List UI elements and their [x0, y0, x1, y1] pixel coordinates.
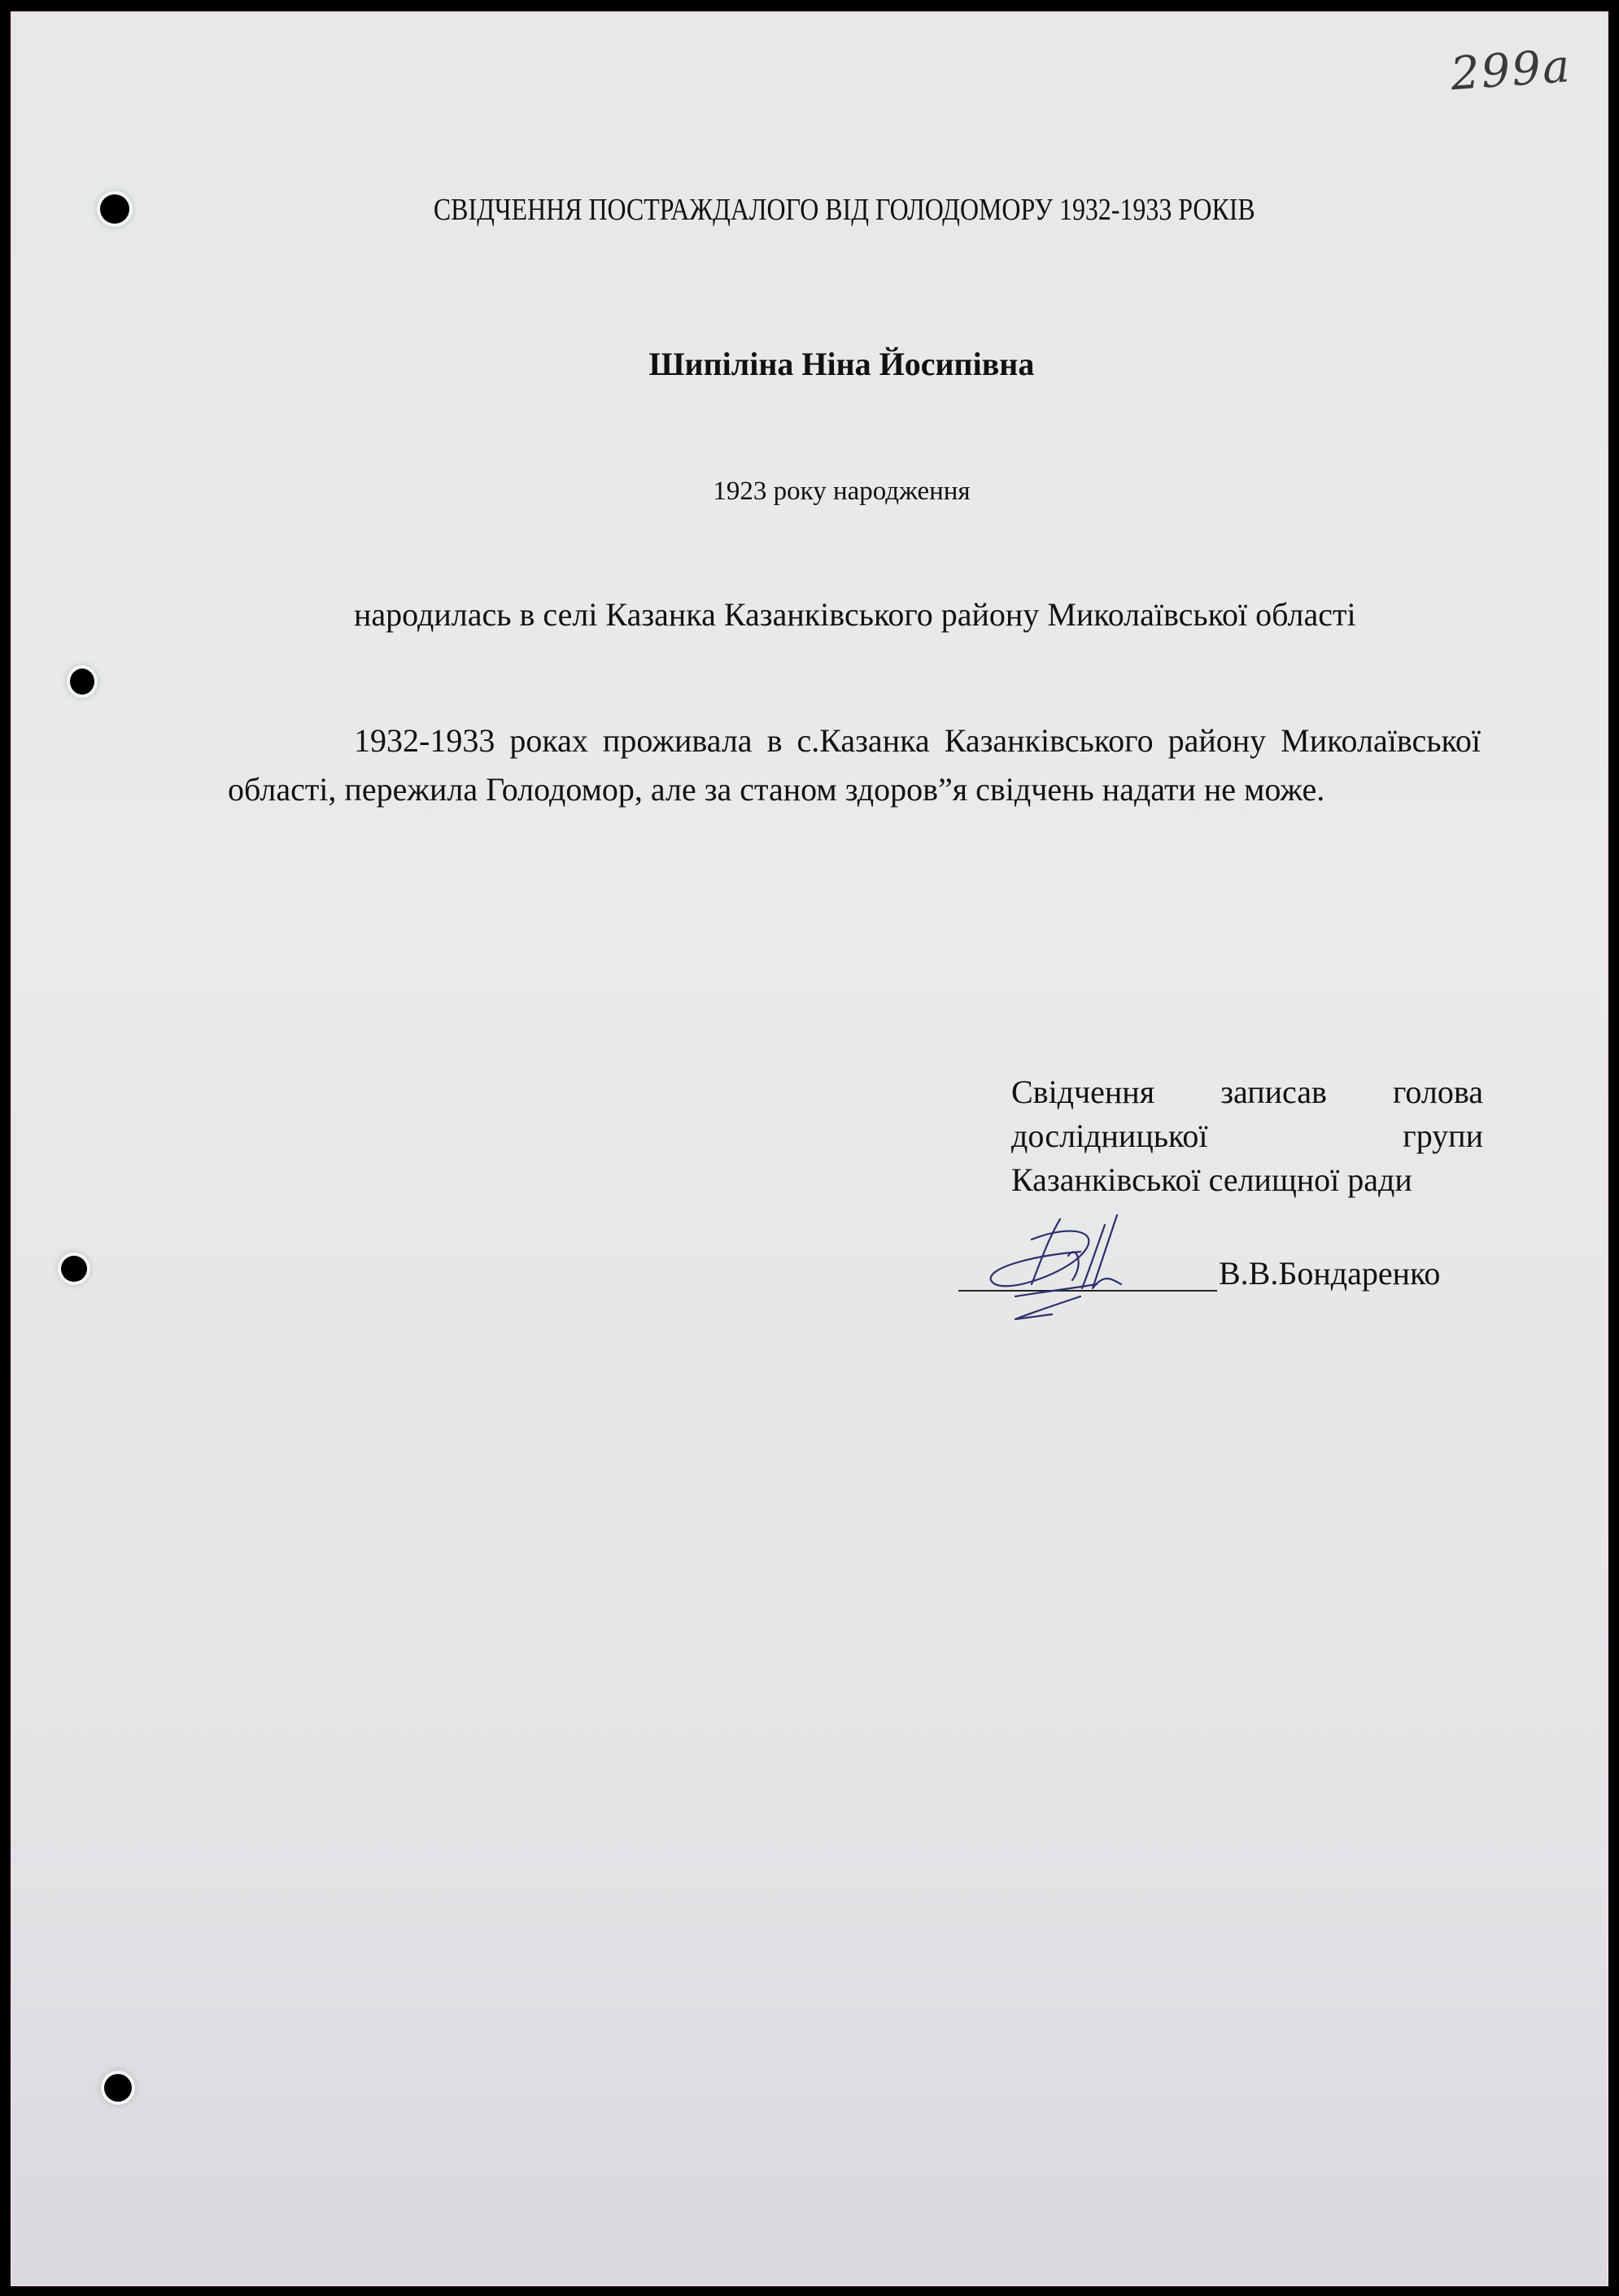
- document-page: [11, 11, 1608, 2286]
- birth-year-line: 1923 року народження: [713, 477, 971, 506]
- punch-hole-icon: [104, 2074, 132, 2102]
- recorder-word: групи: [1403, 1118, 1483, 1154]
- recorder-line-2: [1011, 1114, 1483, 1158]
- paragraph-birthplace: народилась в селі Казанка Казанківського району Миколаївської області: [354, 596, 1356, 633]
- recorder-word: дослідницької: [1011, 1118, 1208, 1154]
- person-name: Шипіліна Ніна Йосипівна: [648, 346, 1035, 382]
- recorder-word: записав: [1220, 1074, 1327, 1110]
- punch-hole-icon: [100, 194, 129, 224]
- recorder-line-3: Казанківської селищної ради: [1011, 1161, 1412, 1198]
- handwritten-page-number: 299а: [1448, 39, 1573, 102]
- signature-icon: [983, 1207, 1170, 1321]
- recorder-word: голова: [1393, 1074, 1483, 1110]
- punch-hole-icon: [61, 1256, 87, 1282]
- recorder-block: [1011, 1070, 1483, 1202]
- recorder-line-1: [1011, 1070, 1483, 1114]
- recorder-word: Свідчення: [1011, 1074, 1155, 1110]
- punch-hole-icon: [70, 669, 94, 695]
- signature-name: В.В.Бондаренко: [1219, 1255, 1441, 1292]
- paragraph-famine-residence: 1932-1933 роках проживала в с.Казанка Казанківського району Миколаївської області, пережила Голодомор, але за станом здоров”я свідчень надати не може.: [228, 722, 1481, 808]
- document-heading: СВІДЧЕННЯ ПОСТРАЖДАЛОГО ВІД ГОЛОДОМОРУ 1932-1933 РОКІВ: [433, 193, 1255, 227]
- signature-row: [958, 1231, 1487, 1321]
